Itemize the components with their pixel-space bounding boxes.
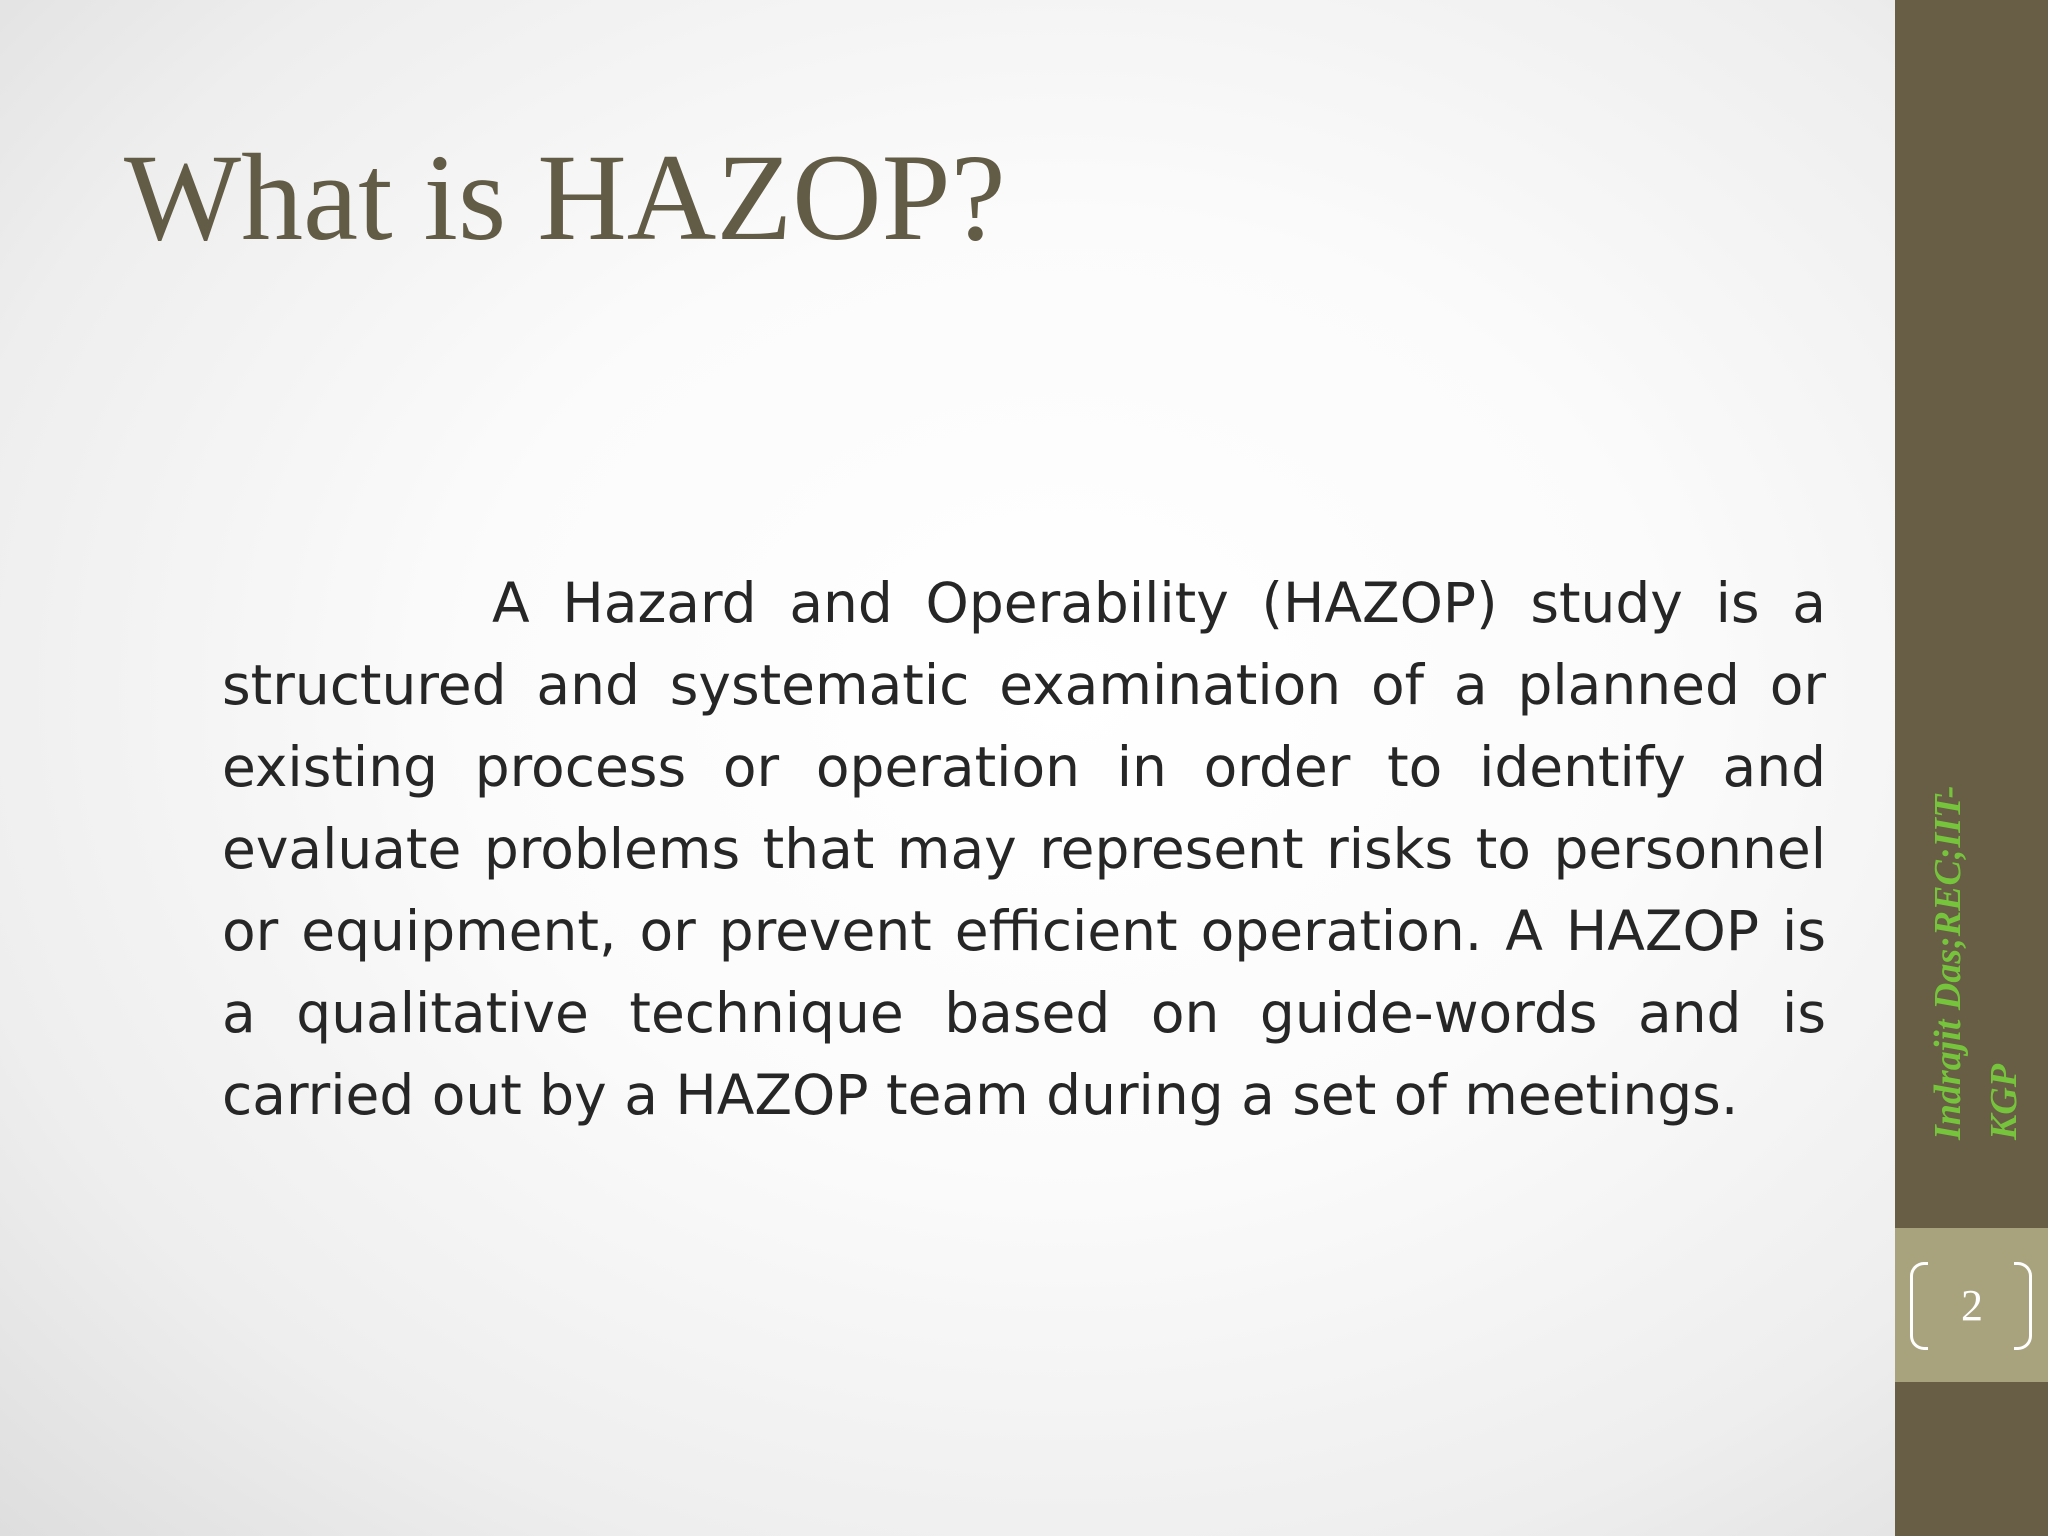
footer-author-text: Indrajit Das;REC;IIT- KGP — [1927, 785, 2025, 1140]
slide-body-text: A Hazard and Operability (HAZOP) study is a structured and systematic examination of a planned or existing process or operation in order to identify and evaluate problems that may represent risks to personnel or equipment, or prevent efficient operation. A HAZOP is a qualitative technique based on guide-words and is carried out by a HAZOP team during a set of meetings. — [222, 571, 1826, 1127]
right-bracket-icon — [2014, 1262, 2032, 1350]
slide-title: What is HAZOP? — [124, 129, 1006, 266]
left-bracket-icon — [1910, 1262, 1928, 1350]
page-number: 2 — [1961, 1281, 1983, 1330]
